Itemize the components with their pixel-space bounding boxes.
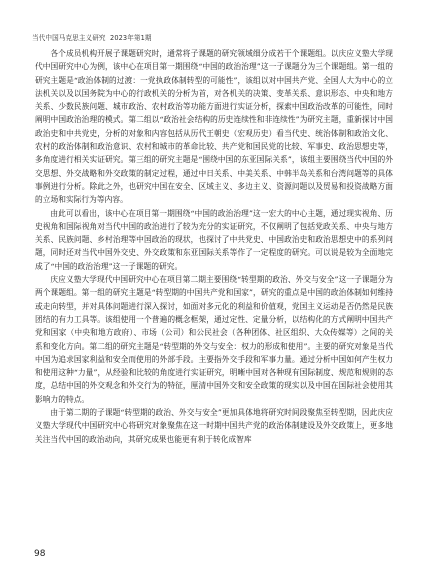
paragraph-1: 各个成员机构开展子课题研究时，通常将子课题的研究领域细分成若干个课题组。以庆应义塾大学现代中国研究中心为例，该中心在项目第一期围绕“中国的政治治理”这一子课题分为三个课题组。第一组的研究主题是“政治体制的过渡：一党执政体制转型的可能性”，该组以对中国共产党、全国人大为中心的立法机关以及以国务院为中心的行政机关的分析为首，对各机关的决策、变革关系、意识形态、中央和地方关系、少数民族问题、城市政治、农村政治等功能方面进行实证分析，探索中国政治改革的可能性，同时阐明中国政治治理的模式。第二组以“政治社会结构的历史连续性和非连续性”为研究主题，重新探讨中国政治史和中共党史，分析的对象和内容包括从历代王朝史（宏观历史）看当代史、统治体制和政治文化、农村的政治体制和政治意识、农村和城市的革命比较、共产党和国民党的比较、军事史、政治思想史等，多角度进行相关实证研究。第三组的研究主题是“围绕中国的东亚国际关系”，该组主要围绕当代中国的外交思想、外交战略和外交政策的制定过程，通过中日关系、中美关系、中韩半岛关系和台湾问题等的具体事例进行分析。除此之外，也研究中国在安全、区域主义、多边主义、资源问题以及贸易和投资战略方面的立场和实际行为等内容。 xyxy=(35,49,393,205)
paragraph-3: 庆应义塾大学现代中国研究中心在项目第二期主要围绕“转型期的政治、外交与安全”这一子课题分为两个课题组。第一组的研究主题是“转型期的中国共产党和国家”，研究的重点是中国的政治体制如何维持或走向转型，并对具体问题进行深入探讨，如面对多元化的利益和价值观，党国主义运动是否仍然是民族团结的有力工具等。该组使用一个普遍的概念框架，通过定性、定量分析，以结构化的方式阐明中国共产党和国家（中央和地方政府）、市场（公司）和公民社会（各种团体、社区组织、大众传媒等）之间的关系和变化方向。第二组的研究主题是“转型期的外交与安全：权力的形成和使用”。主要的研究对象是当代中国为追求国家利益和安全而使用的外部手段。主要指外交手段和军事力量。通过分析中国如何产生权力和使用这种“力量”，从经验和比较的角度进行实证研究，明晰中国对各种现有国际制度、规范和规则的态度，总结中国的外交观念和外交行为的特征，厘清中国外交和安全政策的现实以及中国在国际社会使用其影响力的特点。 xyxy=(35,275,393,404)
journal-name: 当代中国马克思主义研究 xyxy=(32,34,106,42)
paragraph-4: 由于第二期的子课题“转型期的政治、外交与安全”更加具体地将研究时间段聚焦至转型期，因此庆应义塾大学现代中国研究中心将研究对象聚焦在这一时期中国共产党的政治体制建设及外交政策上，更多地关注当代中国的政治动向，其研究成果也能更有利于转化成智库 xyxy=(35,408,393,444)
paragraph-2: 由此可以看出，该中心在项目第一期围绕“中国的政治治理”这一宏大的中心主题，通过现实视角、历史视角和国际视角对当代中国的政治进行了较为充分的实证研究，不仅阐明了包括党政关系、中央与地方关系、民族问题、乡村治理等中国政治的现状，也探讨了中共党史、中国政治史和政治思想史中的系列问题，同时还对当代中国外交史、外交政策和东亚国际关系等作了一定程度的研究。可以说是较为全面地完成了“中国的政治治理”这一子课题的研究。 xyxy=(35,208,393,271)
running-header xyxy=(32,32,152,42)
page-number: 98 xyxy=(34,549,46,559)
issue-label: 2023年第1期 xyxy=(110,34,152,42)
article-body xyxy=(35,47,393,446)
